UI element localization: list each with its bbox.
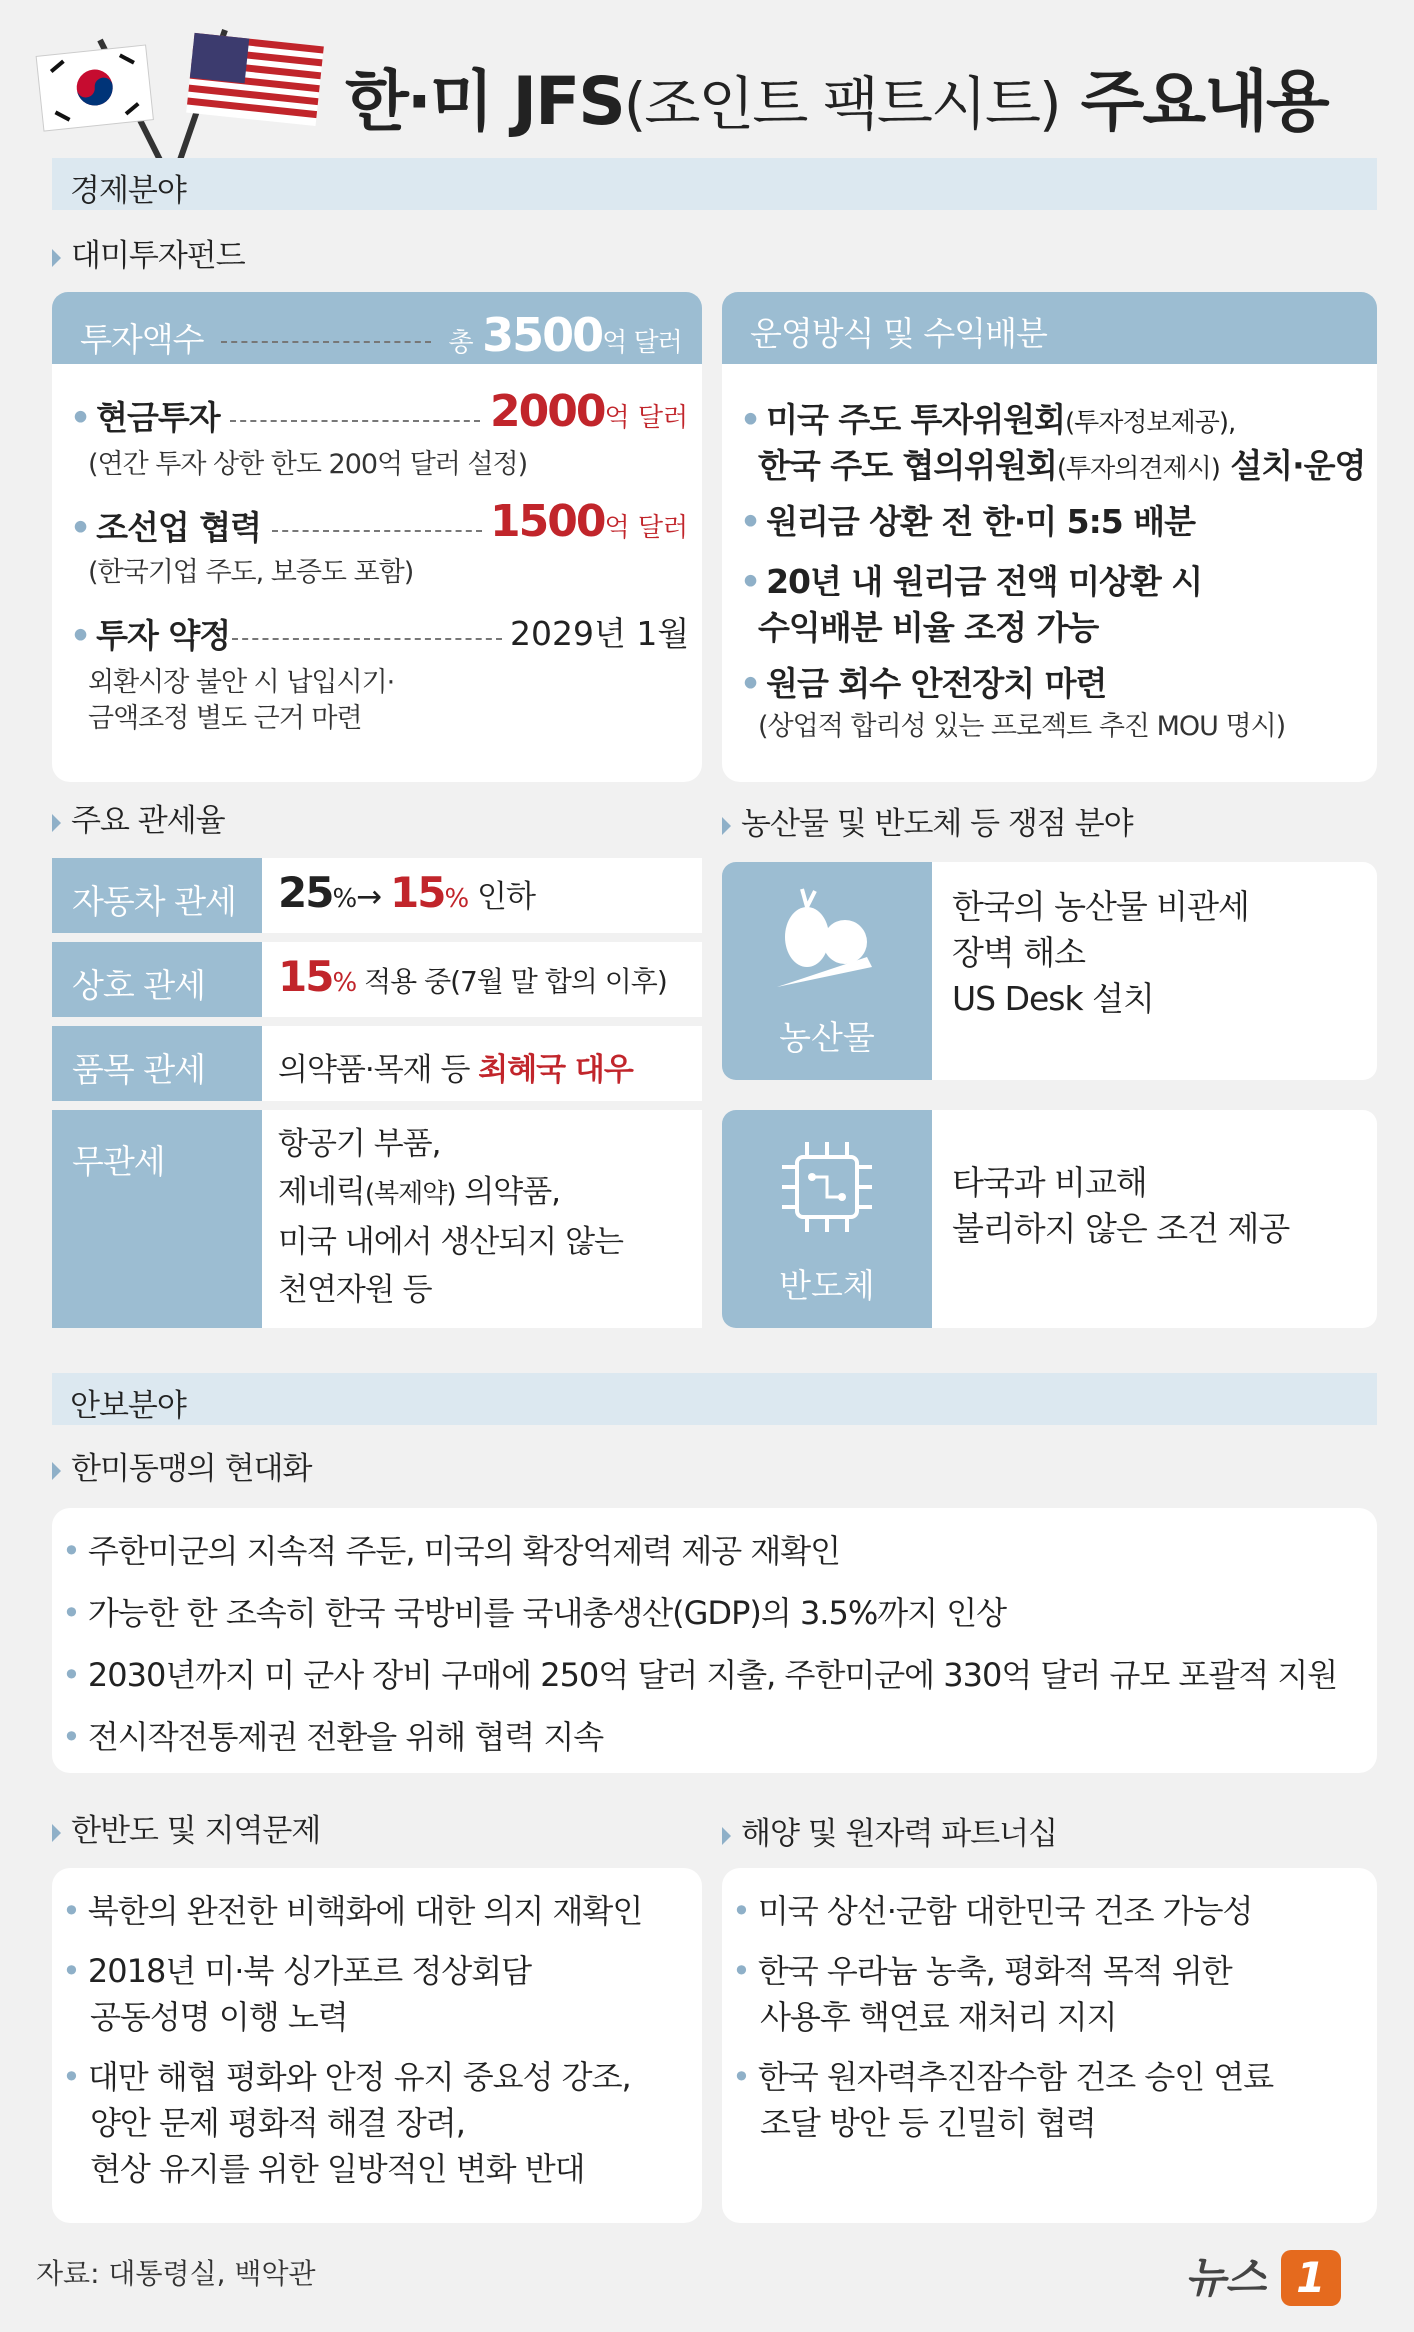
auto-tariff-pct: %	[332, 884, 357, 914]
ocean-item-cont: 조달 방안 등 긴밀히 협력	[760, 2104, 1096, 2142]
duty-free-label: 무관세	[52, 1110, 262, 1328]
peninsula-item-cont: 양안 문제 평화적 해결 장려,	[90, 2104, 465, 2142]
alliance-subhead: 한미동맹의 현대화	[52, 1443, 311, 1488]
mutual-tariff-value	[262, 942, 702, 1017]
chip-icon	[772, 1132, 882, 1242]
duty-free-line-3: 미국 내에서 생산되지 않는	[278, 1224, 623, 1260]
ops-l1b: 한국 주도 협의위원회	[758, 446, 1057, 485]
news1-logo	[1185, 2245, 1341, 2306]
agri-line-1: 한국의 농산물 비관세	[952, 887, 1249, 926]
item-tariff-mfn: 최혜국 대우	[478, 1052, 633, 1088]
economy-section-bar: 경제분야	[52, 158, 1377, 210]
auto-tariff-value	[262, 858, 702, 933]
operations-panel	[722, 292, 1377, 782]
ops-line-3b: 수익배분 비율 조정 가능	[758, 608, 1099, 647]
peninsula-item: • 대만 해협 평화와 안정 유지 중요성 강조,	[62, 2054, 692, 2100]
mutual-tariff-pct: %	[332, 968, 357, 998]
auto-tariff-tail: 인하	[468, 879, 535, 915]
ops-l1a-small: (투자정보제공),	[1064, 408, 1236, 438]
cash-invest-label: • 현금투자	[70, 392, 220, 439]
peninsula-panel	[52, 1868, 702, 2223]
ops-line-4-note: (상업적 합리성 있는 프로젝트 추진 MOU 명시)	[758, 711, 1286, 742]
alliance-item: • 전시작전통제권 전환을 위해 협력 지속	[62, 1714, 1367, 1760]
fund-subhead: 대미투자펀드	[52, 230, 245, 275]
ops-line-4: • 원금 회수 안전장치 마련	[740, 658, 1106, 705]
invest-total-value: 3500	[482, 308, 603, 362]
peninsula-item-cont: 공동성명 이행 노력	[90, 1998, 348, 2036]
mutual-tariff-label: 상호 관세	[52, 942, 262, 1017]
dotted-leader	[272, 530, 482, 532]
ops-line-2: • 원리금 상환 전 한·미 5:5 배분	[740, 496, 1195, 543]
mutual-tariff-rate: 15	[278, 952, 333, 1001]
commitment-note-2: 금액조정 별도 근거 마련	[88, 703, 362, 734]
logo-text: 뉴스	[1185, 2253, 1267, 2302]
agri-line-3: US Desk 설치	[952, 979, 1154, 1018]
title-main: 한·미 JFS	[345, 63, 624, 140]
item-tariff-text: 의약품·목재 등	[278, 1052, 479, 1088]
source-credit: 자료: 대통령실, 백악관	[36, 2257, 316, 2290]
peninsula-item: • 2018년 미·북 싱가포르 정상회담	[62, 1948, 692, 1994]
arrow-right-icon: →	[356, 879, 382, 915]
security-section-bar: 안보분야	[52, 1373, 1377, 1425]
shipbuilding-unit: 억 달러	[604, 513, 689, 543]
ocean-item: • 미국 상선·군함 대한민국 건조 가능성	[732, 1888, 1367, 1934]
ocean-item: • 한국 원자력추진잠수함 건조 승인 연료	[732, 2054, 1367, 2100]
ops-l1b-tail: 설치·운영	[1219, 446, 1366, 485]
commitment-label: • 투자 약정	[70, 610, 230, 657]
investment-panel-head	[52, 292, 702, 364]
cash-invest-note: (연간 투자 상한 한도 200억 달러 설정)	[88, 449, 528, 480]
shipbuilding-value: 1500	[490, 496, 605, 547]
dispute-subhead: 농산물 및 반도체 등 쟁점 분야	[722, 798, 1133, 843]
ops-line-1b	[758, 440, 1365, 487]
ops-line-1a	[740, 394, 1235, 441]
duty-free-line-4: 천연자원 등	[278, 1272, 432, 1308]
auto-tariff-to: 15	[390, 868, 445, 917]
invest-label: 투자액수	[80, 320, 204, 359]
alliance-item: • 가능한 한 조속히 한국 국방비를 국내총생산(GDP)의 3.5%까지 인상	[62, 1590, 1367, 1636]
cash-invest-amount	[490, 386, 688, 437]
auto-tariff-from: 25	[278, 868, 333, 917]
agri-label: 농산물	[779, 1018, 875, 1057]
duty-free-line-2	[278, 1168, 686, 1218]
operations-panel-head: 운영방식 및 수익배분	[722, 292, 1377, 364]
shipbuilding-note: (한국기업 주도, 보증도 포함)	[88, 557, 414, 588]
cash-invest-value: 2000	[490, 386, 605, 437]
duty-free-pharma: 의약품,	[455, 1174, 561, 1210]
peninsula-subhead: 한반도 및 지역문제	[52, 1805, 320, 1850]
ocean-item-cont: 사용후 핵연료 재처리 지지	[760, 1998, 1117, 2036]
auto-tariff-label: 자동차 관세	[52, 858, 262, 933]
investment-panel	[52, 292, 702, 782]
commitment-value: 2029년 1월	[510, 614, 690, 653]
peninsula-item: • 북한의 완전한 비핵화에 대한 의지 재확인	[62, 1888, 692, 1934]
title-tail: 주요내용	[1080, 63, 1328, 140]
tariff-subhead: 주요 관세율	[52, 795, 225, 840]
page-title	[345, 48, 1328, 143]
peninsula-item-cont: 현상 유지를 위한 일방적인 변화 반대	[90, 2150, 585, 2188]
dotted-leader	[230, 420, 480, 422]
agri-text-box	[932, 862, 1377, 1080]
shipbuilding-amount	[490, 496, 688, 547]
agri-icon-box	[722, 862, 932, 1080]
auto-tariff-pct2: %	[444, 884, 469, 914]
title-paren: (조인트 팩트시트)	[623, 70, 1060, 138]
alliance-item: • 2030년까지 미 군사 장비 구매에 250억 달러 지출, 주한미군에 330억 달러 규모 포괄적 지원	[62, 1652, 1367, 1698]
ocean-item: • 한국 우라늄 농축, 평화적 목적 위한	[732, 1948, 1367, 1994]
ocean-panel	[722, 1868, 1377, 2223]
duty-free-value	[262, 1110, 702, 1328]
vegetables-icon	[767, 887, 887, 997]
duty-free-generic-note: (복제약)	[364, 1179, 456, 1209]
semi-text-box	[932, 1110, 1377, 1328]
alliance-item: • 주한미군의 지속적 주둔, 미국의 확장억제력 제공 재확인	[62, 1528, 1367, 1574]
ops-line-3a: • 20년 내 원리금 전액 미상환 시	[740, 556, 1202, 603]
cash-invest-unit: 억 달러	[604, 403, 689, 433]
dotted-leader	[221, 341, 431, 343]
commitment-note-1: 외환시장 불안 시 납입시기·	[88, 667, 395, 698]
semi-icon-box	[722, 1110, 932, 1328]
ocean-subhead: 해양 및 원자력 파트너십	[722, 1808, 1057, 1853]
semi-line-2: 불리하지 않은 조건 제공	[952, 1209, 1290, 1248]
item-tariff-label: 품목 관세	[52, 1026, 262, 1101]
agri-line-2: 장벽 해소	[952, 933, 1086, 972]
duty-free-generic: 제네릭	[278, 1174, 365, 1210]
ops-l1a: 미국 주도 투자위원회	[766, 400, 1065, 439]
invest-total-prefix: 총	[448, 328, 473, 358]
item-tariff-value	[262, 1026, 702, 1101]
mutual-tariff-tail: 적용 중(7월 말 합의 이후)	[356, 965, 667, 998]
shipbuilding-label: • 조선업 협력	[70, 502, 261, 549]
logo-one: 1	[1281, 2250, 1341, 2306]
ops-l1b-small: (투자의견제시)	[1056, 454, 1220, 484]
duty-free-line-1: 항공기 부품,	[278, 1126, 441, 1162]
semi-line-1: 타국과 비교해	[952, 1163, 1147, 1202]
dotted-leader	[232, 638, 502, 640]
invest-total-unit: 억 달러	[602, 328, 682, 358]
alliance-panel	[52, 1508, 1377, 1773]
korea-us-flags-icon	[30, 20, 330, 160]
semi-label: 반도체	[779, 1266, 875, 1305]
